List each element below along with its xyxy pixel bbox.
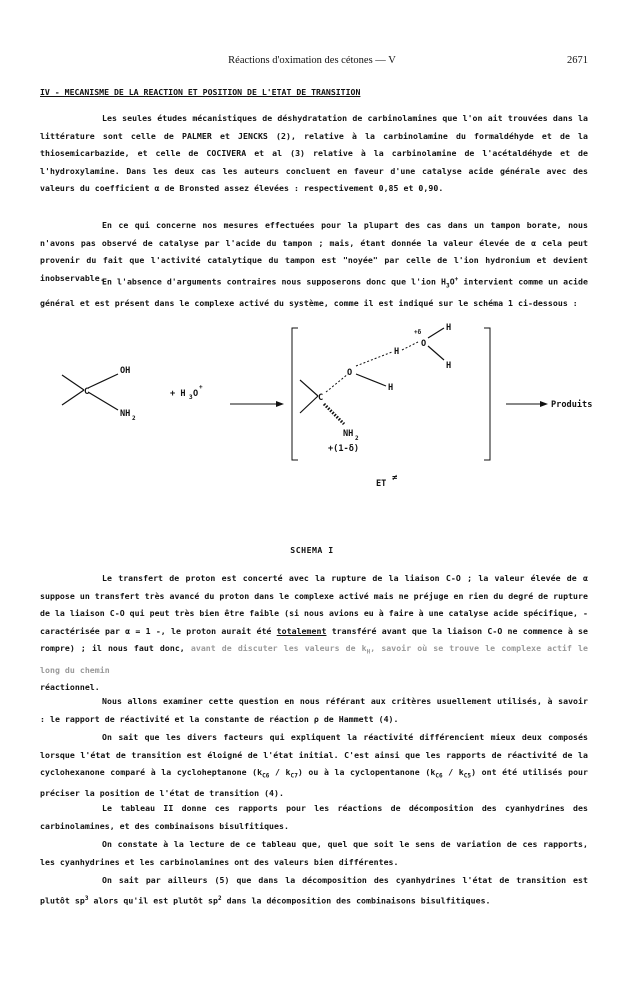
nh2-ts-subscript: 2	[355, 435, 359, 442]
scheme-caption: SCHEMA I	[290, 545, 334, 555]
page-header	[0, 55, 624, 71]
paragraph-5: Nous allons examiner cette question en nous référant aux critères usuellement utilisés, à savoir : le rapport de réactivité et la constante de réaction ρ de Hammett (4).	[40, 696, 588, 724]
bond-line	[300, 380, 318, 396]
atom-h-bridge: H	[394, 347, 400, 357]
atom-h-top: H	[446, 323, 452, 333]
bond-line	[88, 374, 118, 388]
bond-line	[428, 346, 444, 360]
et-mark: ≠	[392, 473, 398, 483]
h3o-subscript: 3	[189, 394, 193, 401]
paragraph-9: On sait par ailleurs (5) que dans la décomposition des cyanhydrines l'état de transition est plutôt $sp^3$ alors qu'il est plutôt $sp^2$ dans la décomposition des combinaisons bisulfitiques.	[40, 875, 588, 906]
atom-oh: OH	[120, 366, 131, 376]
reagent-h3o: + H	[170, 389, 186, 399]
paragraph-4: Le transfert de proton est concerté avec la rupture de la liaison C-O ; la valeur élevée de α suppose un transfert très avancé du proton dans le complexe activé mais ne préjuge en rien du degré de rupture de la liaison C-O qui peut très bien être faible (si nous avions eu à faire à une catalyse acide spécifique, - caractérisée par α = 1 -, le proton aurait été totalement transféré avant que la liaison C-O ne commence à se rompre) ; il nous faut donc, avant de discuter les valeurs de $k_H$, savoir où se trouve le complexe actif le long du chemin réactionnel.	[40, 573, 589, 693]
bond-line	[300, 396, 318, 413]
delta-plus: +δ	[414, 329, 422, 336]
paragraph-3: En l'absence d'arguments contraires nous supposerons donc que l'ion $H_3O^+$ intervient comme un acide général et est présent dans le complexe activé du système, comme il est indiqué sur le schéma 1 ci-dessous :	[40, 276, 588, 308]
bond-line	[428, 328, 444, 338]
bond-line	[62, 375, 84, 390]
atom-c-left: C	[84, 387, 90, 397]
paragraph-1: Les seules études mécanistiques de déshydratation de carbinolamines que l'on ait trouvées dans la littérature sont celle de PALMER et JENCKS (2), relative à la carbinolamine du formaldéhyde et de la thiosemicarbazide, et celle de COCIVERA et al (3) relative à la carbinolamine de l'acétaldéhyde et de l'hydroxylamine. Dans les deux cas les auteurs concluent en faveur d'une catalyse acide générale avec des valeurs du coefficient α de Bronsted assez élevées : respectivement 0,85 et 0,90.	[40, 113, 588, 194]
scheme-drawing	[40, 318, 600, 498]
wedge-bond	[324, 404, 344, 424]
bond-line	[88, 392, 118, 410]
atom-nh2-ts: NH	[343, 429, 354, 439]
bond-line	[356, 374, 386, 386]
bracket-right	[484, 328, 490, 460]
paragraph-7: Le tableau II donne ces rapports pour les réactions de décomposition des cyanhydrines des carbinolamines, et des combinaisons bisulfitiques.	[40, 803, 588, 831]
atom-nh2-left: NH	[120, 409, 131, 419]
products-label: Produits	[551, 400, 593, 410]
atom-c-ts: C	[318, 393, 324, 403]
atom-o-ts: O	[347, 368, 353, 378]
running-title: Réactions d'oximation des cétones — V	[228, 55, 396, 66]
partial-bond	[402, 342, 418, 350]
forming-bond	[356, 352, 392, 366]
atom-h-right: H	[446, 361, 452, 371]
section-heading: IV - MECANISME DE LA REACTION ET POSITION DE L'ETAT DE TRANSITION	[40, 87, 361, 97]
arrow-head	[540, 401, 548, 407]
reaction-scheme	[40, 318, 600, 498]
paragraph-6: On sait que les divers facteurs qui expliquent la réactivité différencient mieux deux composés lorsque l'état de transition est éloigné de l'état initial. C'est ainsi que les rapports de réactivité de la cyclohexanone comparé à la cycloheptanone $(k_{C6} / k_{C7})$ ou à la cyclopentanone $(k_{C6} / k_{C5})$ ont été utilisés pour préciser la position de l'état de transition (4).	[40, 732, 589, 799]
h3o-oxygen: O	[193, 389, 199, 399]
atom-o-hydronium: O	[421, 339, 427, 349]
breaking-bond	[326, 374, 348, 392]
h3o-superscript: +	[199, 384, 203, 391]
arrow-head	[276, 401, 284, 407]
page-number: 2671	[567, 55, 588, 66]
nh2-subscript: 2	[132, 415, 136, 422]
atom-h-oxy: H	[388, 383, 394, 393]
paragraph-2: En ce qui concerne nos mesures effectuées pour la plupart des cas dans un tampon borate, nous n'avons pas observé de catalyse par l'acide du tampon ; mais, étant donnée la valeur élevée de α cela peut provenir du fait que l'activité catalytique du tampon est "noyée" par celle de l'ion hydronium et devient inobservable.	[40, 220, 588, 283]
bracket-left	[292, 328, 298, 460]
delta-minus: +(1-δ)	[328, 444, 360, 454]
bond-line	[62, 390, 84, 405]
et-label: ET	[376, 479, 387, 489]
paragraph-8: On constate à la lecture de ce tableau que, quel que soit le sens de variation de ces rapports, les cyanhydrines et les carbinolamines ont des valeurs bien différentes.	[40, 839, 588, 867]
